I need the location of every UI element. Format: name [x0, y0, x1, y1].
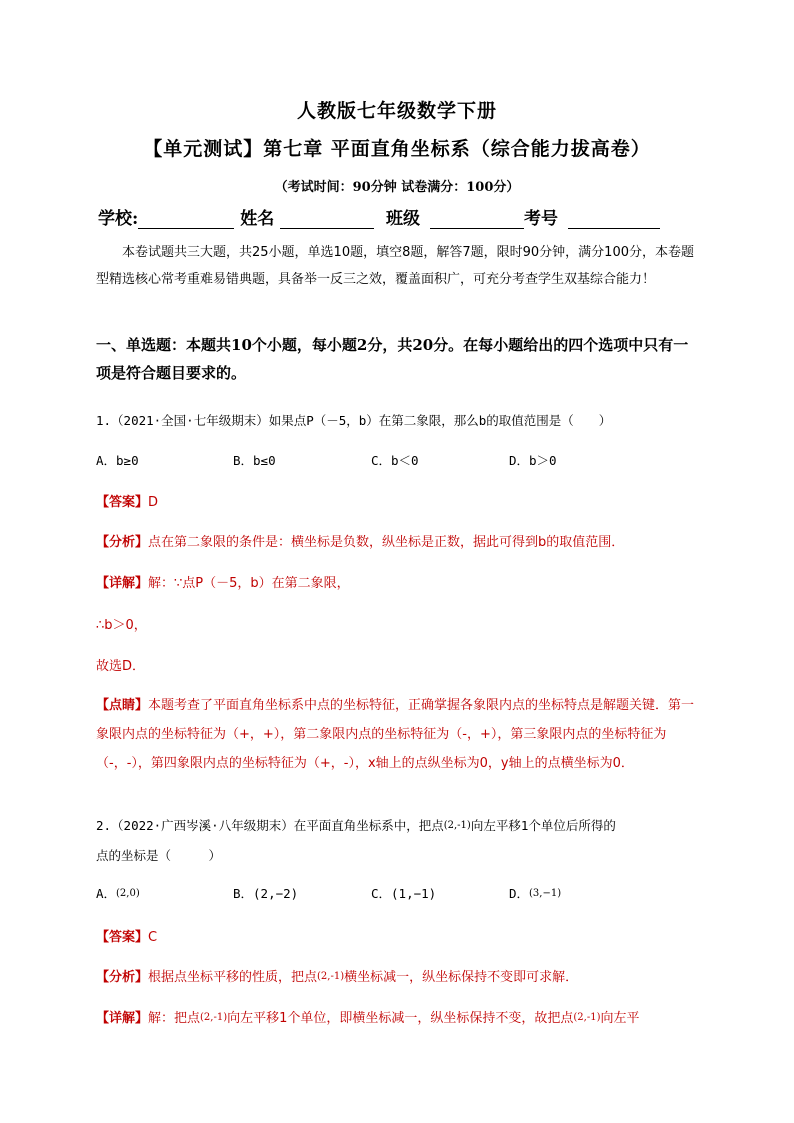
detail-tag: 【详解】 — [96, 1011, 149, 1026]
q2-detail-point-2: (2,-1) — [573, 1012, 601, 1023]
q2-option-c-value: (1,−1) — [391, 886, 437, 901]
answer-tag: 【答案】 — [96, 495, 149, 510]
q1-comment — [96, 690, 702, 777]
q2-stem-c: 点的坐标是（ ） — [96, 848, 222, 863]
comment-text: 本题考查了平面直角坐标系中点的坐标特征，正确掌握各象限内点的坐标特点是解题关键．第一象限内点的坐标特征为（+，+），第二象限内点的坐标特征为（-，+），第三象限内点的坐标特征为（-，-），第四象限内点的坐标特征为（+，-），x轴上的点纵坐标为0，y轴上的点横坐标为0． — [96, 698, 695, 771]
question-1-stem: 1.（2021·全国·七年级期末）如果点P（－5，b）在第二象限，那么b的取值范围是（ ） — [96, 413, 612, 428]
q1-analysis — [96, 531, 624, 550]
q2-option-b-value: (2,−2) — [253, 886, 299, 901]
document-title: 人教版七年级数学下册 — [296, 100, 497, 122]
school-label: 学校: — [98, 209, 139, 229]
q2-detail: 【详解】解：把点(2,-1)向左平移1个单位，即横坐标减一，纵坐标保持不变，故把点(2,-1)向左平 — [96, 1011, 640, 1026]
student-info-row — [98, 204, 660, 229]
q2-answer — [96, 926, 157, 945]
document-subtitle: 【单元测试】第七章 平面直角坐标系（综合能力拔高卷） — [143, 138, 651, 160]
q2-analysis-point: (2,-1) — [317, 971, 345, 982]
q2-option-c: C．(1,−1) — [371, 886, 437, 901]
exam-info: （考试时间：90分钟 试卷满分：100分） — [274, 180, 520, 195]
q2-option-b: B．(2,−2) — [233, 886, 299, 901]
q1-detail — [96, 572, 350, 591]
name-label: 姓名 — [240, 209, 275, 229]
analysis-tag: 【分析】 — [96, 535, 149, 550]
analysis-tag: 【分析】 — [96, 970, 149, 985]
q1-option-c: C．b＜0 — [371, 453, 419, 468]
q2-stem-point: (2,-1) — [443, 820, 471, 831]
q2-stem-a: 2.（2022·广西岑溪·八年级期末）在平面直角坐标系中，把点 — [96, 818, 444, 833]
detail-line-3: 故选D． — [96, 659, 146, 674]
q2-detail-point: (2,-1) — [200, 1012, 228, 1023]
school-blank — [138, 210, 234, 229]
number-blank — [568, 210, 660, 229]
detail-tag: 【详解】 — [96, 576, 149, 591]
answer-value: C — [148, 930, 158, 945]
answer-value: D — [148, 495, 159, 510]
q1-answer — [96, 491, 158, 510]
class-label: 班级 — [386, 209, 421, 229]
detail-line-2: ∴b＞0， — [96, 618, 147, 633]
comment-tag: 【点睛】 — [96, 698, 149, 713]
detail-line-1: 解：∵点P（－5，b）在第二象限， — [148, 576, 350, 591]
q2-option-a-value: (2,0) — [116, 888, 140, 899]
question-2-stem — [96, 812, 702, 870]
q1-option-b: B．b≤0 — [233, 453, 276, 468]
q2-stem-b: 向左平移1个单位后所得的 — [470, 818, 616, 833]
class-blank — [430, 210, 524, 229]
q2-option-d: D．(3,−1) — [509, 886, 562, 901]
section-heading: 一、单选题：本题共10个小题，每小题2分，共20分。在每小题给出的四个选项中只有一项是符合题目要求的。 — [96, 336, 689, 382]
number-label: 考号 — [523, 209, 558, 229]
q1-option-a: A．b≥0 — [96, 453, 139, 468]
q2-option-a: A．(2,0) — [96, 886, 140, 901]
name-blank — [280, 210, 374, 229]
answer-tag: 【答案】 — [96, 930, 149, 945]
analysis-text: 点在第二象限的条件是：横坐标是负数，纵坐标是正数，据此可得到b的取值范围． — [148, 535, 625, 550]
q2-analysis: 【分析】根据点坐标平移的性质，把点(2,-1)横坐标减一，纵坐标保持不变即可求解． — [96, 970, 579, 985]
intro-paragraph: 本卷试题共三大题，共25小题，单选10题，填空8题，解答7题，限时90分钟，满分100分，本卷题型精选核心常考重难易错典题，具备举一反三之效，覆盖面积广，可充分考查学生双基综合能力！ — [96, 245, 694, 287]
q1-option-d: D．b＞0 — [509, 453, 557, 468]
q2-option-d-value: (3,−1) — [529, 888, 562, 899]
